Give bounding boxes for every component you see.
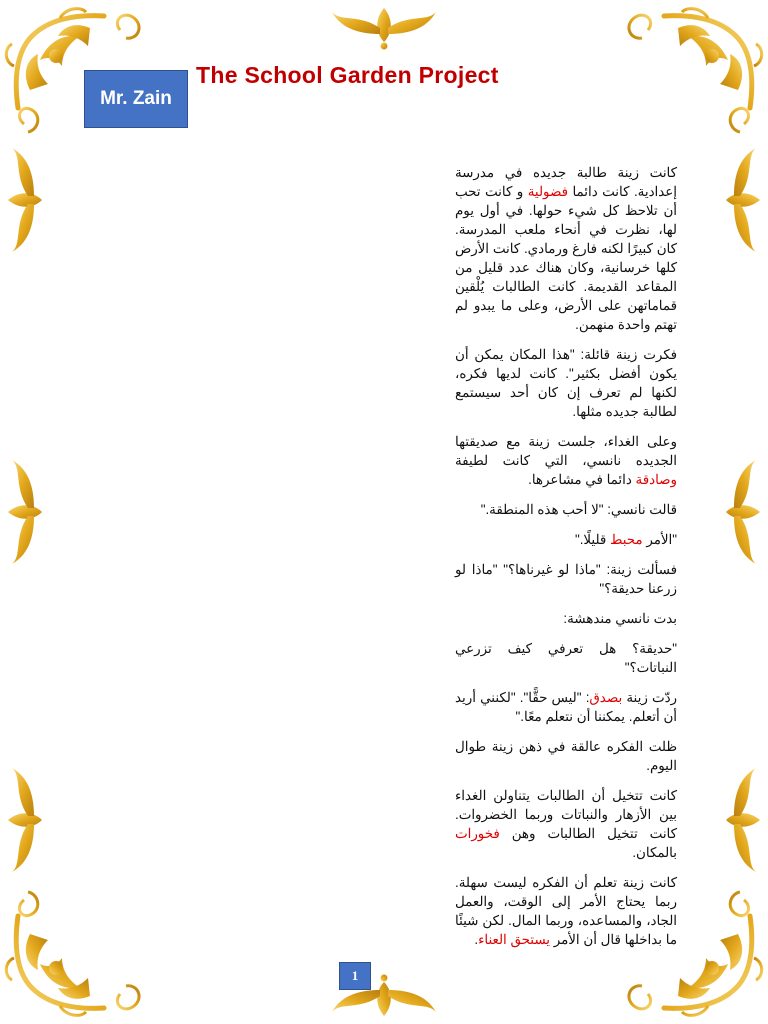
story-paragraph xyxy=(455,688,677,726)
author-badge xyxy=(84,70,188,128)
text-run: "الأمر xyxy=(642,532,677,547)
text-run: كانت زينة تعلم أن الفكره ليست سهلة. ربما يحتاج الأمر إلى الوقت، والعمل الجاد، والمساعده، وربما المال. لكن شيئًا ما بداخلها قال أن الأمر xyxy=(455,875,677,947)
text-run: كانت زينة طالبة جديده في مدرسة إعدادية. كانت دائما xyxy=(455,165,677,199)
story-paragraph xyxy=(455,163,677,334)
page-title: The School Garden Project xyxy=(196,62,499,88)
text-run: قليلًا." xyxy=(574,532,611,547)
text-run: بالمكان. xyxy=(632,845,677,860)
story-text xyxy=(455,163,677,960)
text-run: ردّت زينة xyxy=(622,690,677,705)
story-paragraph xyxy=(455,786,677,862)
story-paragraph: فكرت زينة قائلة: "هذا المكان يمكن أن يكون أفضل بكثير". كانت لديها فكره، لكنها لم تعرف إن كان أحد سيستمع لطالبة جديده مثلها. xyxy=(455,347,677,419)
text-run: : "ليس حقًّا". "لكنني أريد أن أتعلم. يمكننا أن نتعلم معًا." xyxy=(455,690,677,724)
page-number-badge xyxy=(339,962,371,990)
story-paragraph: "حديقة؟ هل تعرفي كيف تزرعي النباتات؟" xyxy=(455,641,677,675)
text-run: . xyxy=(474,932,479,947)
story-paragraph xyxy=(455,432,677,489)
story-paragraph: بدت نانسي مندهشة: xyxy=(563,611,677,626)
highlighted-word: فضولية xyxy=(527,184,568,199)
highlighted-word: فخورات xyxy=(455,826,500,841)
text-run: و كانت تحب أن تلاحظ كل شيء حولها. في أول يوم لها، نظرت في أنحاء ملعب المدرسة. كان كبيرًا لكنه فارغ ورمادي. كانت الأرض كلها خرسانية، وكان هناك عدد قليل من المقاعد القديمة. كانت الطالبات يُلْقين قماماتهن على الأرض، وعلى ما يبدو لم تهتم واحدة منهمن. xyxy=(455,184,677,332)
highlighted-word: محبط xyxy=(610,532,643,547)
author-badge-text: Mr. Zain xyxy=(100,88,172,109)
story-paragraph: قالت نانسي: "لا أحب هذه المنطقة." xyxy=(480,502,677,517)
story-paragraph xyxy=(455,530,677,549)
story-paragraph: فسألت زينة: "ماذا لو غيرناها؟" "ماذا لو زرعنا حديقة؟" xyxy=(455,562,677,596)
highlighted-word: يستحق العناء xyxy=(478,932,551,947)
story-paragraph xyxy=(455,873,677,949)
page-number: 1 xyxy=(351,968,359,983)
highlighted-word: بصدق xyxy=(589,690,623,705)
text-run: دائما في مشاعرها. xyxy=(528,472,636,487)
text-run: وعلى الغداء، جلست زينة مع صديقتها الجديده نانسي، التي كانت لطيفة xyxy=(455,434,677,468)
text-run: كانت تتخيل أن الطالبات يتناولن الغداء بين الأزهار والنباتات وربما الخضروات. كانت تتخيل الطالبات وهن xyxy=(455,788,677,841)
story-paragraph: ظلت الفكره عالقة في ذهن زينة طوال اليوم. xyxy=(455,739,677,773)
highlighted-word: وصادقة xyxy=(635,472,677,487)
